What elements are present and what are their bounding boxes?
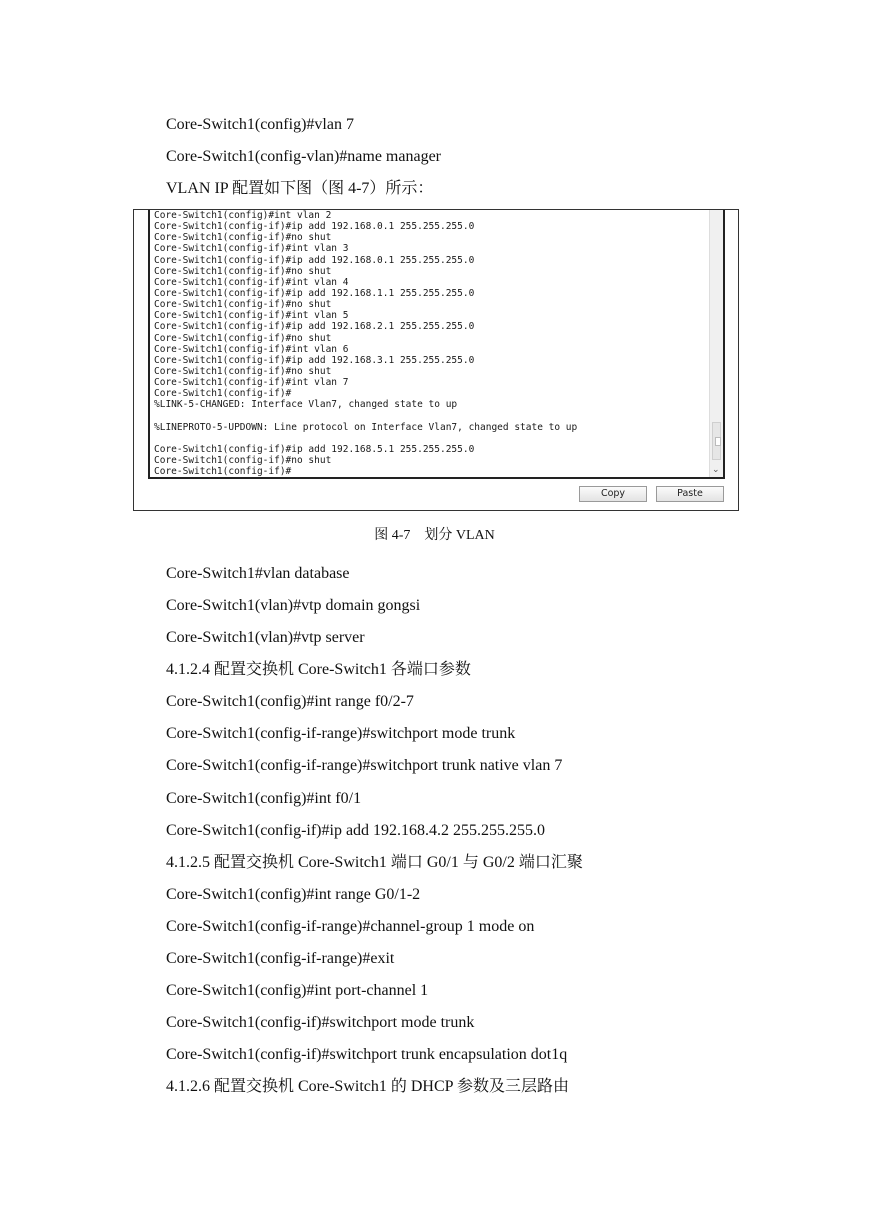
terminal-line: Core-Switch1(config-if)#int vlan 5 bbox=[154, 310, 349, 322]
terminal-line: Core-Switch1(config-if)#ip add 192.168.3.1 255.255.255.0 bbox=[154, 354, 475, 366]
terminal-line: Core-Switch1(config-if)#int vlan 3 bbox=[154, 243, 349, 255]
terminal-line bbox=[154, 433, 709, 444]
terminal-line: Core-Switch1(config-if)#no shut bbox=[154, 232, 332, 244]
terminal-line: Core-Switch1(config-if)#int vlan 6 bbox=[154, 343, 349, 355]
text-line: Core-Switch1(config)#int range f0/2-7 bbox=[166, 693, 414, 710]
terminal-line: Core-Switch1(config)#int vlan 2 bbox=[154, 210, 332, 221]
text-line: Core-Switch1(config)#int range G0/1-2 bbox=[166, 886, 421, 903]
text-line: Core-Switch1(config-if-range)#switchport trunk native vlan 7 bbox=[166, 757, 563, 774]
terminal-line: Core-Switch1(config-if)#no shut bbox=[154, 265, 332, 277]
paste-button[interactable]: Paste bbox=[656, 486, 724, 502]
text-line: Core-Switch1(config-if)#ip add 192.168.4.2 255.255.255.0 bbox=[166, 822, 546, 839]
terminal-line bbox=[154, 411, 709, 422]
terminal-line: Core-Switch1(config-if)# bbox=[154, 466, 292, 478]
terminal-line: %LINEPROTO-5-UPDOWN: Line protocol on Interface Vlan7, changed state to up bbox=[154, 421, 578, 433]
scrollbar-thumb[interactable] bbox=[712, 422, 721, 460]
text-line: Core-Switch1(vlan)#vtp server bbox=[166, 629, 365, 646]
terminal-line: %LINK-5-CHANGED: Interface Vlan7, changed state to up bbox=[154, 399, 458, 411]
terminal-scrollbar[interactable] bbox=[709, 210, 723, 477]
terminal-line: Core-Switch1(config-if)#ip add 192.168.2.1 255.255.255.0 bbox=[154, 321, 475, 333]
figure-terminal-screenshot bbox=[133, 209, 739, 511]
terminal-line: Core-Switch1(config-if)#no shut bbox=[154, 332, 332, 344]
text-line: Core-Switch1(config-if-range)#exit bbox=[166, 950, 395, 967]
terminal-output[interactable] bbox=[148, 210, 725, 479]
copy-button[interactable]: Copy bbox=[579, 486, 647, 502]
text-line: Core-Switch1(config-if)#switchport mode trunk bbox=[166, 1014, 475, 1031]
text-line: Core-Switch1(config)#int f0/1 bbox=[166, 790, 362, 807]
text-line: Core-Switch1(config-if-range)#switchport mode trunk bbox=[166, 725, 516, 742]
text-line: Core-Switch1#vlan database bbox=[166, 565, 350, 582]
terminal-line: Core-Switch1(config-if)#no shut bbox=[154, 455, 332, 467]
text-line: VLAN IP 配置如下图（图 4-7）所示： bbox=[166, 180, 434, 197]
text-line: Core-Switch1(config-if-range)#channel-group 1 mode on bbox=[166, 918, 535, 935]
text-line: Core-Switch1(config-if)#switchport trunk encapsulation dot1q bbox=[166, 1046, 568, 1063]
text-line: Core-Switch1(config-vlan)#name manager bbox=[166, 148, 442, 165]
section-heading: 4.1.2.5 配置交换机 Core-Switch1 端口 G0/1 与 G0/2 端口汇聚 bbox=[166, 854, 583, 871]
terminal-line: Core-Switch1(config-if)#no shut bbox=[154, 299, 332, 311]
text-line: Core-Switch1(config)#int port-channel 1 bbox=[166, 982, 429, 999]
terminal-lines bbox=[154, 210, 709, 477]
terminal-line: Core-Switch1(config-if)#no shut bbox=[154, 365, 332, 377]
text-line: Core-Switch1(config)#vlan 7 bbox=[166, 116, 354, 133]
terminal-line: Core-Switch1(config-if)#ip add 192.168.5.1 255.255.255.0 bbox=[154, 443, 475, 455]
terminal-line: Core-Switch1(config-if)# bbox=[154, 388, 292, 400]
section-heading: 4.1.2.6 配置交换机 Core-Switch1 的 DHCP 参数及三层路由 bbox=[166, 1078, 569, 1095]
figure-caption: 图 4-7 划分 VLAN bbox=[374, 528, 495, 543]
terminal-line: Core-Switch1(config-if)#ip add 192.168.0.1 255.255.255.0 bbox=[154, 221, 475, 233]
chevron-down-icon[interactable]: ⌄ bbox=[712, 465, 720, 475]
terminal-line: Core-Switch1(config-if)#int vlan 7 bbox=[154, 377, 349, 389]
terminal-line: Core-Switch1(config-if)#int vlan 4 bbox=[154, 276, 349, 288]
text-line: Core-Switch1(vlan)#vtp domain gongsi bbox=[166, 597, 421, 614]
terminal-line: Core-Switch1(config-if)#ip add 192.168.0.1 255.255.255.0 bbox=[154, 254, 475, 266]
terminal-line: Core-Switch1(config-if)#ip add 192.168.1.1 255.255.255.0 bbox=[154, 287, 475, 299]
section-heading: 4.1.2.4 配置交换机 Core-Switch1 各端口参数 bbox=[166, 661, 471, 678]
